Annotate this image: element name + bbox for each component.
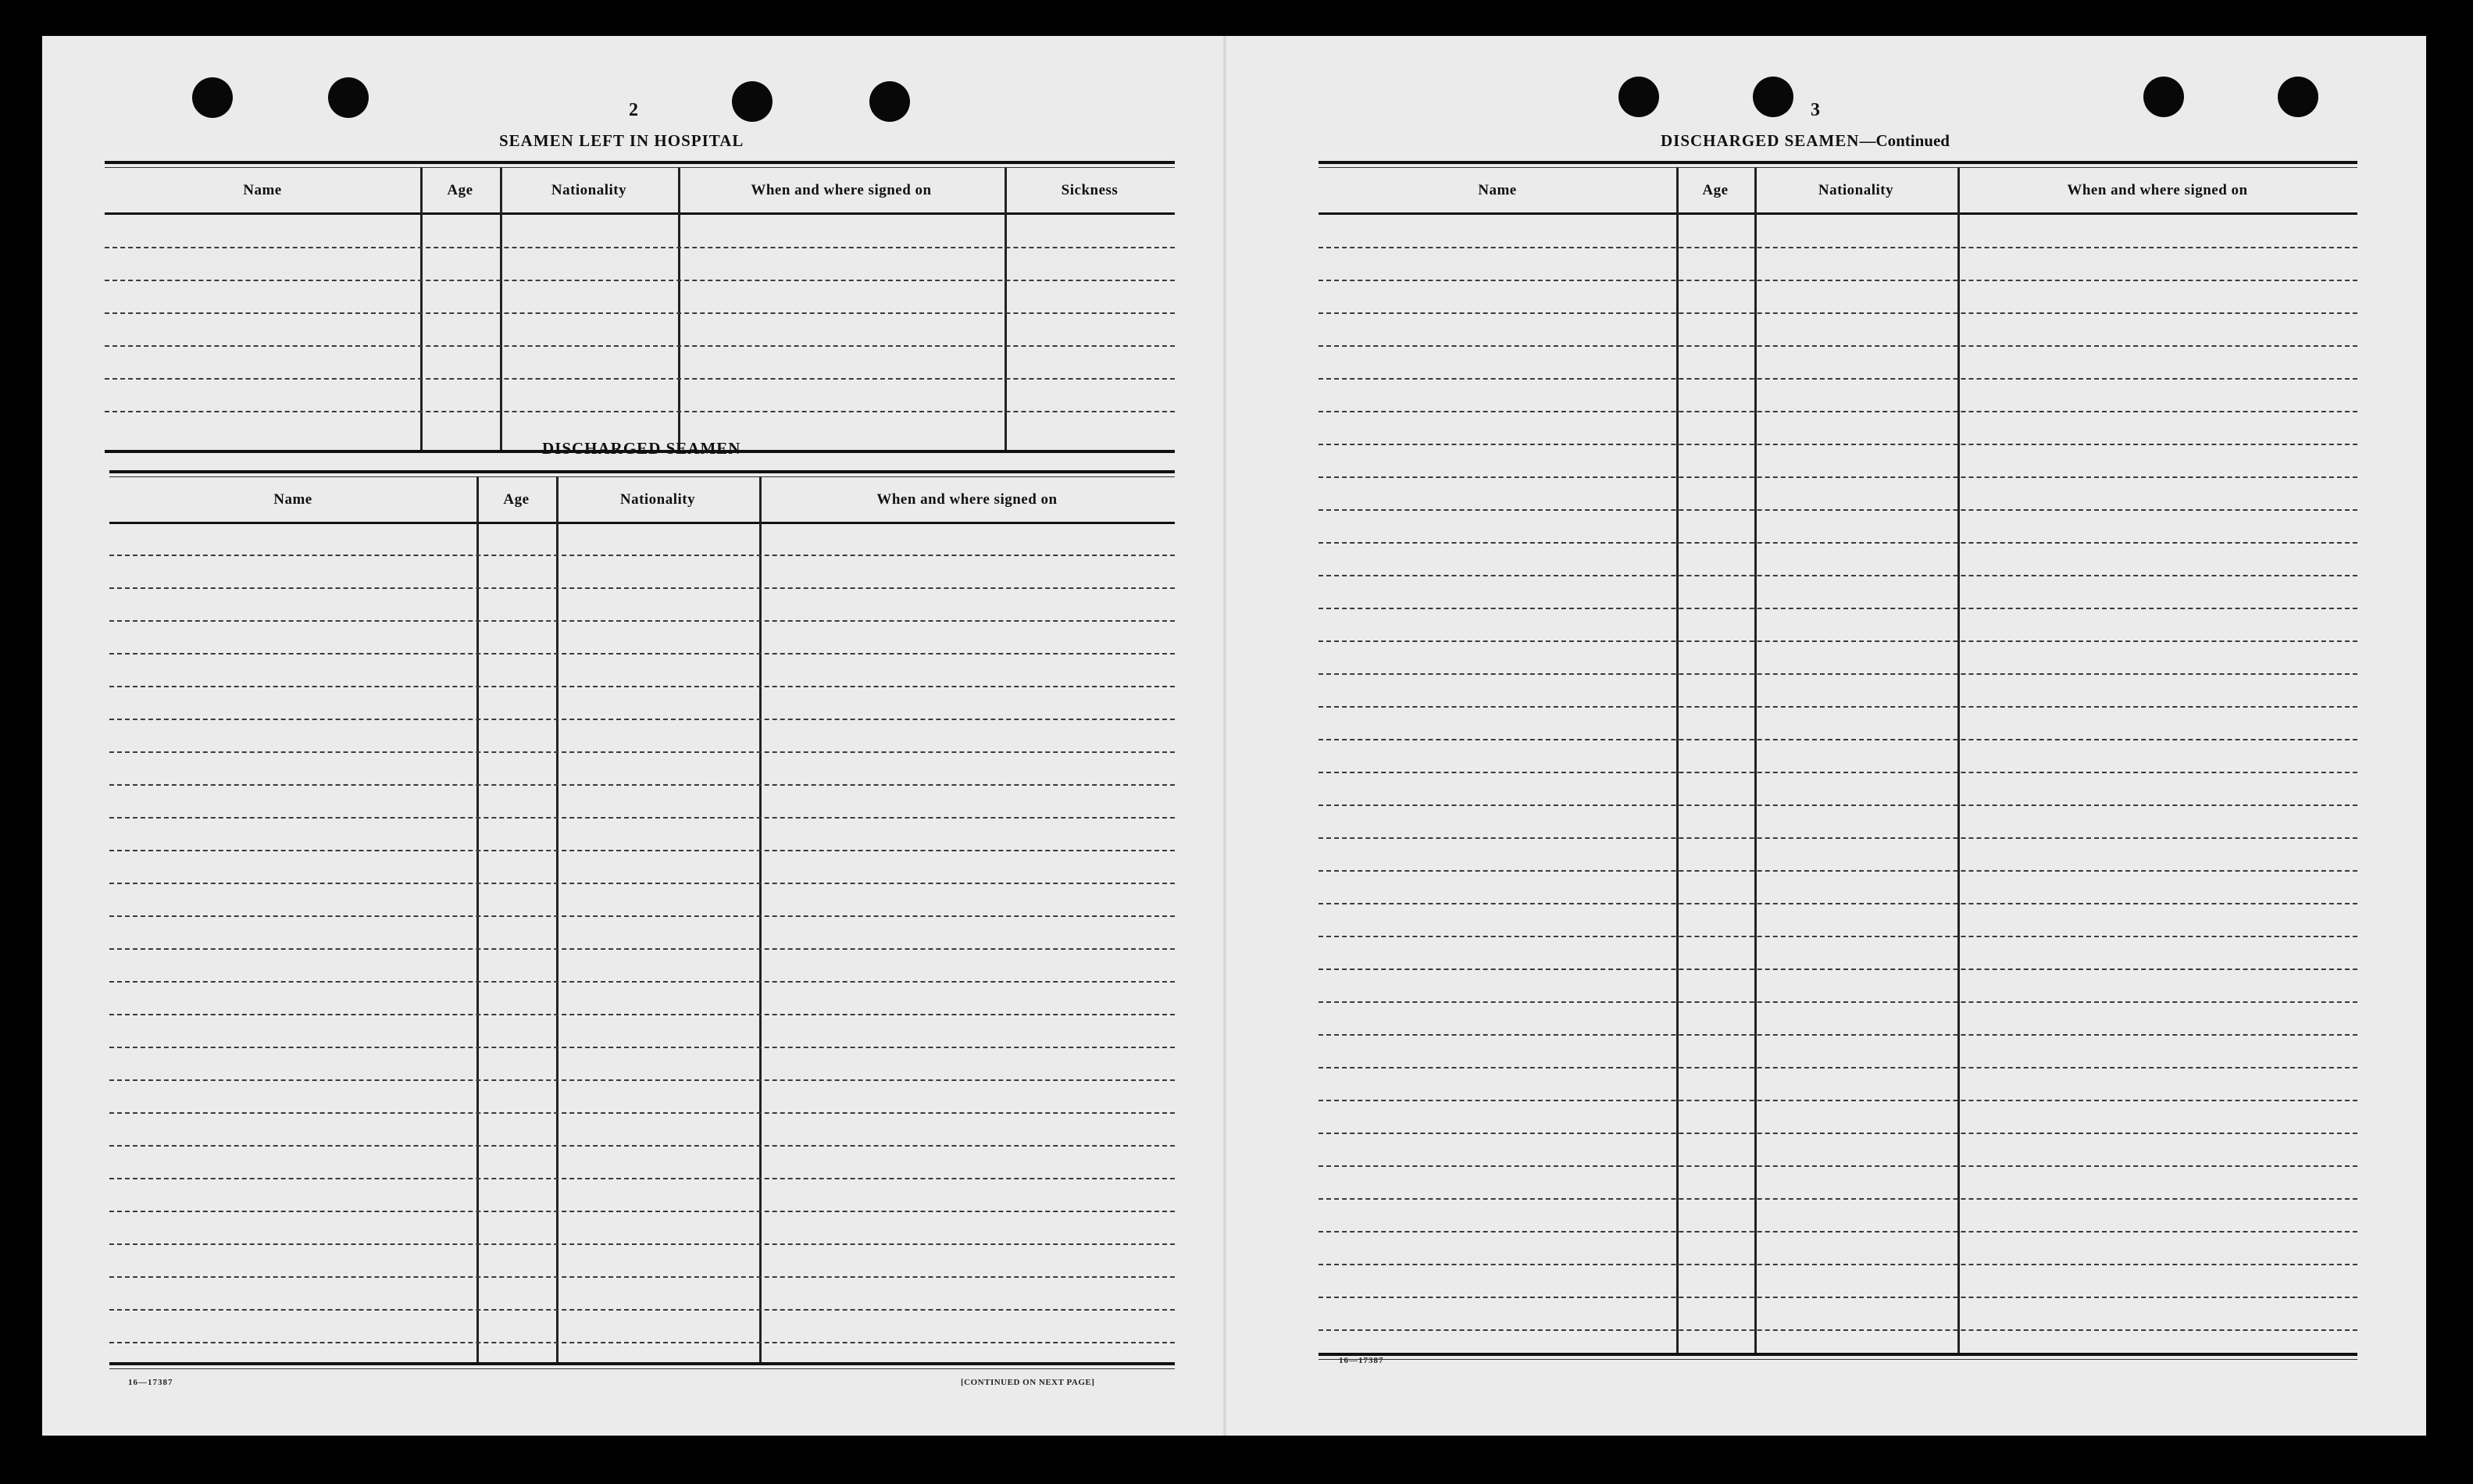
- table-bottom-rule: [1319, 1353, 2357, 1356]
- table-row: [1319, 1133, 2357, 1134]
- column-header-nationality: Nationality: [619, 491, 696, 508]
- table-row: [1319, 444, 2357, 445]
- column-header-sickness: Sickness: [1061, 182, 1119, 198]
- form-code-left: 16—17387: [128, 1378, 173, 1387]
- column-divider: [759, 476, 762, 1362]
- table-row: [105, 345, 1175, 347]
- table-row: [109, 653, 1175, 655]
- table-row: [109, 1309, 1175, 1311]
- hospital-section-title: SEAMEN LEFT IN HOSPITAL: [499, 131, 744, 150]
- table-row: [1319, 1297, 2357, 1298]
- table-row: [1319, 936, 2357, 937]
- column-header-name: Name: [273, 491, 312, 508]
- table-row: [109, 1243, 1175, 1245]
- punch-hole: [328, 77, 369, 118]
- table-row: [105, 378, 1175, 380]
- table-row: [1319, 608, 2357, 609]
- table-row: [1319, 312, 2357, 314]
- table-row: [1319, 640, 2357, 642]
- table-bottom-rule: [109, 1368, 1175, 1369]
- table-top-rule: [109, 476, 1175, 477]
- table-row: [109, 784, 1175, 786]
- table-row: [109, 1145, 1175, 1147]
- table-header-row: [1319, 170, 2357, 211]
- table-row: [109, 981, 1175, 983]
- crew-list-sheet: [42, 36, 2426, 1436]
- table-header-row: [109, 480, 1175, 520]
- punch-hole: [732, 81, 773, 122]
- column-divider: [476, 476, 479, 1362]
- table-row: [109, 1047, 1175, 1048]
- table-row: [1319, 1231, 2357, 1233]
- form-code-right: 16—17387: [1339, 1356, 1384, 1365]
- table-row: [1319, 575, 2357, 576]
- table-row: [109, 915, 1175, 917]
- table-row: [1319, 1100, 2357, 1101]
- column-header-signed-on: When and where signed on: [876, 491, 1058, 508]
- column-divider: [500, 167, 502, 450]
- column-header-age: Age: [447, 182, 473, 198]
- table-row: [1319, 476, 2357, 478]
- table-row: [1319, 804, 2357, 806]
- table-row: [109, 817, 1175, 819]
- table-row: [1319, 345, 2357, 347]
- discharged-continued-title-suffix: —Continued: [1859, 131, 1950, 150]
- punch-hole: [869, 81, 910, 122]
- column-header-nationality: Nationality: [551, 182, 627, 198]
- column-divider: [420, 167, 423, 450]
- punch-hole: [2143, 77, 2184, 117]
- table-row: [105, 247, 1175, 248]
- table-row: [1319, 247, 2357, 248]
- discharged-continued-title: [1661, 131, 1950, 151]
- table-row: [109, 719, 1175, 720]
- table-row: [1319, 1067, 2357, 1068]
- table-row: [1319, 411, 2357, 412]
- table-row: [109, 1211, 1175, 1212]
- table-row: [109, 1079, 1175, 1081]
- table-row: [105, 411, 1175, 412]
- table-top-rule: [109, 470, 1175, 473]
- table-row: [1319, 837, 2357, 839]
- table-header-rule: [105, 212, 1175, 215]
- table-row: [1319, 772, 2357, 773]
- table-row: [1319, 706, 2357, 708]
- table-row: [109, 948, 1175, 950]
- punch-hole: [1618, 77, 1659, 117]
- table-row: [109, 751, 1175, 753]
- table-row: [105, 280, 1175, 281]
- table-header-rule: [109, 522, 1175, 524]
- table-row: [1319, 1034, 2357, 1036]
- table-row: [109, 1342, 1175, 1343]
- table-row: [1319, 870, 2357, 872]
- table-row: [109, 555, 1175, 556]
- table-row: [109, 1276, 1175, 1278]
- discharged-continued-table: [1319, 161, 2357, 1395]
- punch-hole: [192, 77, 233, 118]
- table-row: [1319, 969, 2357, 970]
- table-row: [109, 620, 1175, 622]
- table-row: [1319, 1165, 2357, 1167]
- table-top-rule: [1319, 167, 2357, 168]
- hospital-table: [105, 161, 1175, 456]
- discharged-section-title: DISCHARGED SEAMEN: [542, 439, 741, 458]
- discharged-continued-title-main: DISCHARGED SEAMEN: [1661, 131, 1860, 150]
- column-header-age: Age: [503, 491, 530, 508]
- column-header-age: Age: [1702, 182, 1729, 198]
- table-top-rule: [105, 167, 1175, 168]
- table-row: [109, 686, 1175, 687]
- column-divider: [556, 476, 558, 1362]
- column-header-signed-on: When and where signed on: [751, 182, 932, 198]
- table-row: [109, 1112, 1175, 1114]
- punch-hole: [2278, 77, 2318, 117]
- table-row: [109, 587, 1175, 589]
- table-row: [1319, 509, 2357, 511]
- table-top-rule: [105, 161, 1175, 164]
- column-header-name: Name: [243, 182, 282, 198]
- page-fold: [1223, 36, 1226, 1436]
- column-header-nationality: Nationality: [1818, 182, 1894, 198]
- table-bottom-rule: [1319, 1359, 2357, 1360]
- table-bottom-rule: [109, 1362, 1175, 1365]
- table-row: [1319, 378, 2357, 380]
- table-row: [1319, 1001, 2357, 1003]
- table-row: [1319, 673, 2357, 675]
- table-row: [109, 883, 1175, 884]
- table-row: [105, 312, 1175, 314]
- table-row: [1319, 903, 2357, 904]
- column-divider: [1005, 167, 1007, 450]
- table-header-row: [105, 170, 1175, 211]
- table-row: [109, 1014, 1175, 1015]
- table-row: [1319, 280, 2357, 281]
- table-row: [1319, 739, 2357, 740]
- discharged-table: [109, 470, 1175, 1407]
- table-row: [1319, 542, 2357, 544]
- table-header-rule: [1319, 212, 2357, 215]
- table-row: [1319, 1264, 2357, 1265]
- continued-note: [CONTINUED ON NEXT PAGE]: [961, 1378, 1095, 1387]
- table-row: [1319, 1329, 2357, 1331]
- table-row: [1319, 1198, 2357, 1200]
- table-row: [109, 850, 1175, 851]
- table-top-rule: [1319, 161, 2357, 164]
- column-header-signed-on: When and where signed on: [2067, 182, 2248, 198]
- page-number-left: 2: [629, 100, 638, 120]
- punch-hole: [1753, 77, 1793, 117]
- column-header-name: Name: [1478, 182, 1517, 198]
- page-number-right: 3: [1811, 100, 1820, 120]
- column-divider: [678, 167, 680, 450]
- table-row: [109, 1178, 1175, 1179]
